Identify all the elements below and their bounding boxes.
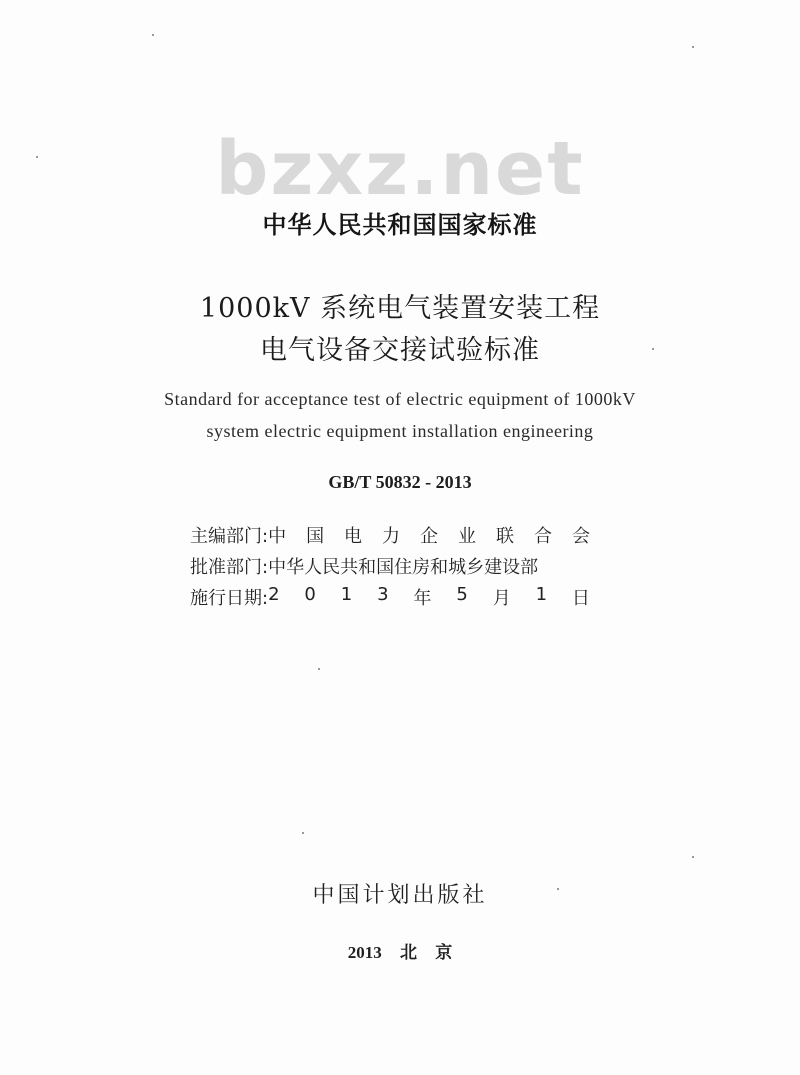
date-char: 0 — [304, 584, 316, 605]
scan-speck — [652, 348, 654, 350]
date-char: 年 — [413, 588, 432, 609]
date-char: 月 — [492, 588, 511, 609]
effective-date-label: 施行日期: — [190, 588, 269, 609]
scan-speck — [692, 46, 694, 48]
approval-department-row — [190, 553, 610, 579]
editor-char: 业 — [458, 526, 476, 547]
editor-char: 力 — [382, 526, 401, 547]
date-char: 3 — [377, 584, 389, 605]
watermark: bzxz.net — [215, 126, 585, 212]
date-char: 日 — [571, 588, 590, 609]
editor-department-label: 主编部门: — [190, 526, 269, 547]
publication-year-place: 2013 北 京 — [347, 943, 453, 962]
date-char: 1 — [535, 584, 548, 605]
scan-speck — [318, 668, 320, 670]
english-title-line-1: Standard for acceptance test of electric equipment of 1000kV — [164, 389, 636, 409]
scan-speck — [557, 888, 559, 890]
editor-char: 企 — [420, 526, 439, 547]
date-char: 1 — [340, 584, 353, 605]
publisher: 中国计划出版社 — [312, 883, 488, 908]
scan-speck — [302, 832, 304, 834]
scan-speck — [36, 156, 38, 158]
editor-char: 合 — [533, 526, 552, 547]
date-char: 2 — [268, 584, 280, 605]
approval-department-label: 批准部门: — [190, 557, 269, 578]
scan-speck — [152, 34, 154, 36]
date-char: 5 — [456, 584, 468, 605]
editor-department-row — [190, 522, 610, 548]
approval-department-value: 中华人民共和国住房和城乡建设部 — [268, 557, 539, 578]
editor-char: 电 — [344, 526, 363, 547]
editor-char: 会 — [571, 526, 590, 547]
chinese-title-line-2: 电气设备交接试验标准 — [260, 335, 540, 366]
english-title-line-2: system electric equipment installation engineering — [206, 421, 594, 441]
standard-code: GB/T 50832 - 2013 — [328, 472, 472, 492]
editor-department-value — [268, 522, 610, 548]
chinese-title-line-1: 1000kV 系统电气装置安装工程 — [199, 293, 601, 324]
standard-category-title: 中华人民共和国国家标准 — [262, 211, 538, 239]
editor-char: 国 — [306, 526, 325, 547]
effective-date-value — [268, 584, 610, 610]
editor-char: 联 — [495, 526, 514, 547]
scan-speck — [692, 856, 694, 858]
effective-date-row — [190, 584, 610, 610]
editor-char: 中 — [268, 526, 287, 547]
